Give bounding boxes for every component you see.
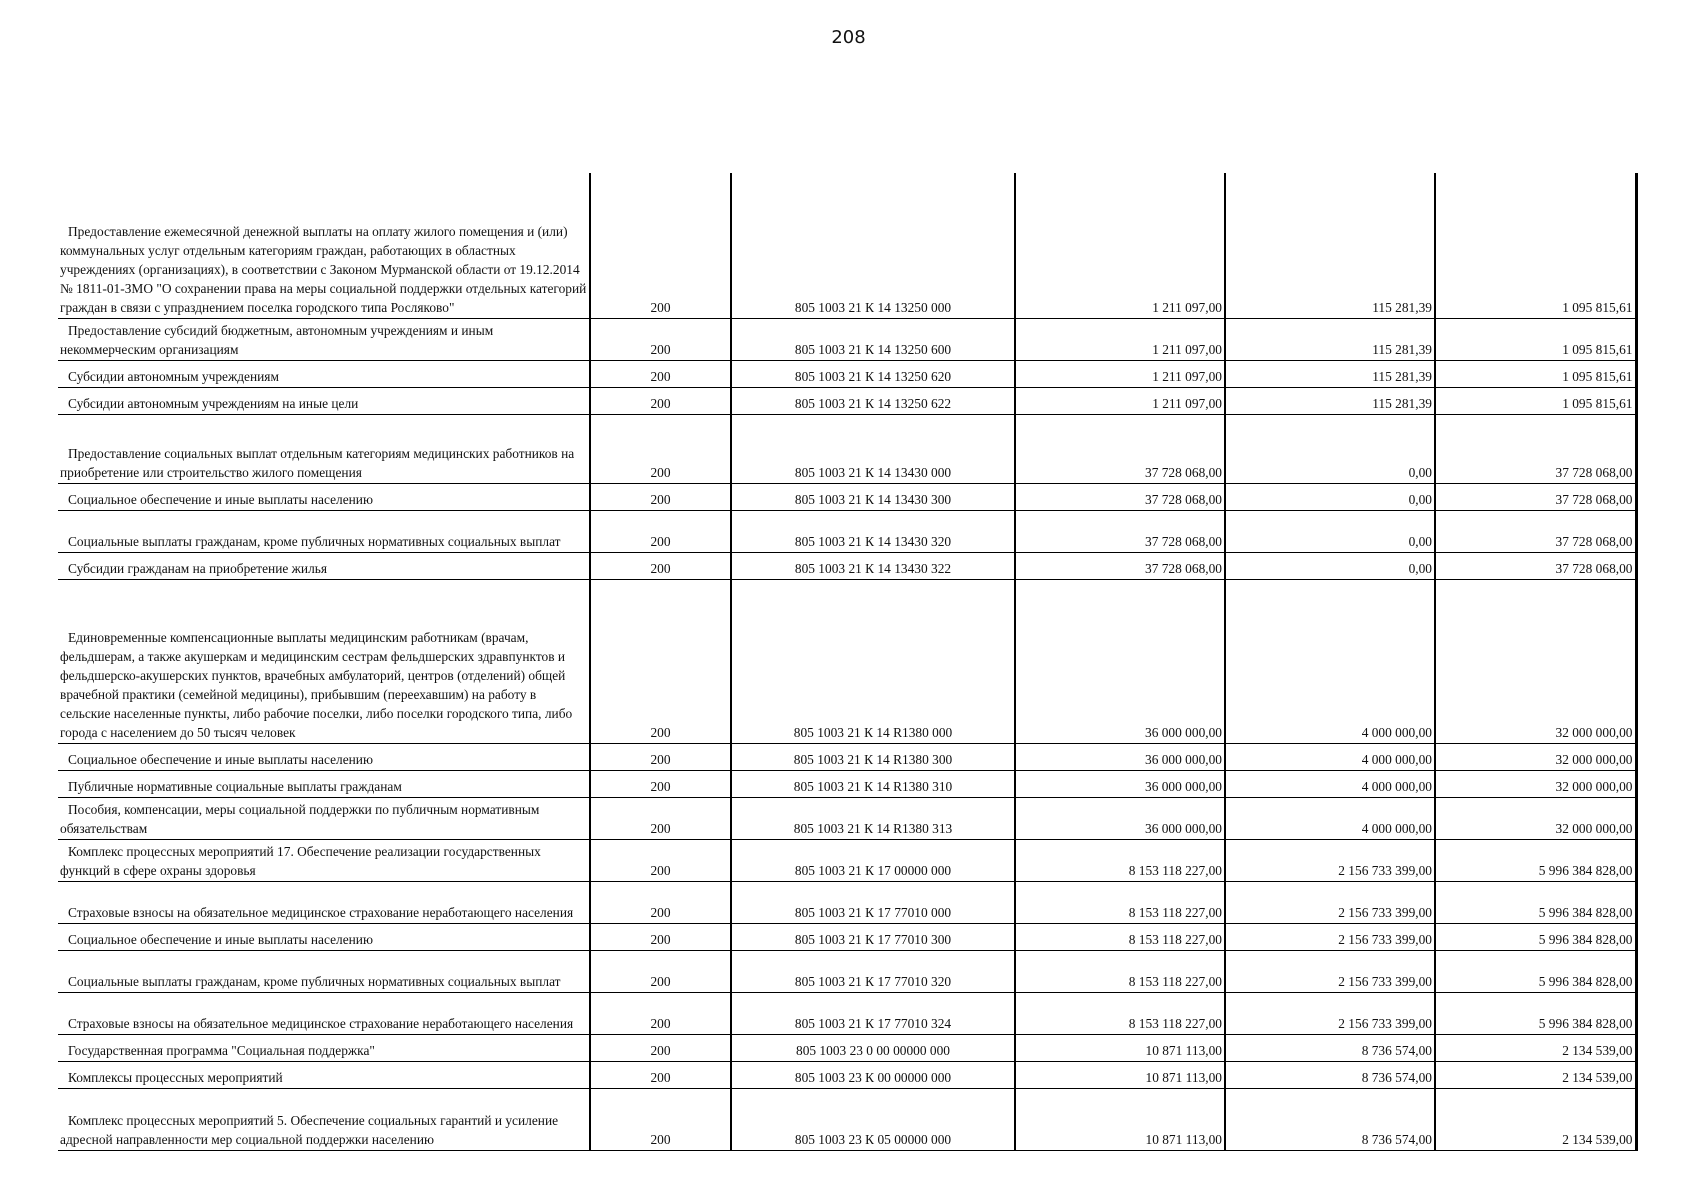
row-budget-code: 805 1003 23 К 00 00000 000: [731, 1061, 1015, 1088]
row-admin-code: 200: [590, 387, 731, 414]
table-row: [58, 881, 1636, 923]
row-executed: 8 736 574,00: [1225, 1088, 1435, 1150]
row-admin-code: 200: [590, 483, 731, 510]
row-remaining: 5 996 384 828,00: [1435, 950, 1636, 992]
row-executed: 8 736 574,00: [1225, 1061, 1435, 1088]
row-approved: 36 000 000,00: [1015, 579, 1225, 743]
row-executed: 2 156 733 399,00: [1225, 992, 1435, 1034]
row-remaining: 5 996 384 828,00: [1435, 992, 1636, 1034]
row-executed: 0,00: [1225, 483, 1435, 510]
row-executed: 2 156 733 399,00: [1225, 950, 1435, 992]
row-approved: 36 000 000,00: [1015, 797, 1225, 839]
row-name: Государственная программа "Социальная поддержка": [68, 1042, 375, 1058]
row-name: Субсидии автономным учреждениям: [68, 368, 279, 384]
row-executed: 0,00: [1225, 414, 1435, 483]
table-row: [58, 414, 1636, 483]
row-budget-code: 805 1003 21 К 14 R1380 300: [731, 743, 1015, 770]
row-executed: 2 156 733 399,00: [1225, 923, 1435, 950]
row-executed: 115 281,39: [1225, 387, 1435, 414]
row-name: Предоставление социальных выплат отдельным категориям медицинских работников на приобретение или строительство жилого помещения: [60, 445, 575, 480]
row-budget-code: 805 1003 21 К 14 13430 320: [731, 510, 1015, 552]
row-remaining: 32 000 000,00: [1435, 743, 1636, 770]
table-row: [58, 923, 1636, 950]
table-row: [58, 770, 1636, 797]
row-executed: 8 736 574,00: [1225, 1034, 1435, 1061]
row-name: Комплекс процессных мероприятий 17. Обеспечение реализации государственных функций в сфере охраны здоровья: [60, 843, 541, 878]
row-admin-code: 200: [590, 579, 731, 743]
row-executed: 0,00: [1225, 510, 1435, 552]
row-budget-code: 805 1003 21 К 14 R1380 313: [731, 797, 1015, 839]
row-name: Социальное обеспечение и иные выплаты населению: [68, 491, 373, 507]
row-remaining: 5 996 384 828,00: [1435, 839, 1636, 881]
row-admin-code: 200: [590, 552, 731, 579]
table-row: [58, 1061, 1636, 1088]
row-remaining: 1 095 815,61: [1435, 318, 1636, 360]
row-approved: 37 728 068,00: [1015, 414, 1225, 483]
row-executed: 115 281,39: [1225, 173, 1435, 318]
row-approved: 1 211 097,00: [1015, 318, 1225, 360]
row-budget-code: 805 1003 21 К 14 13430 300: [731, 483, 1015, 510]
row-admin-code: 200: [590, 510, 731, 552]
row-approved: 8 153 118 227,00: [1015, 839, 1225, 881]
table-row: [58, 743, 1636, 770]
row-admin-code: 200: [590, 1061, 731, 1088]
row-name: Социальное обеспечение и иные выплаты населению: [68, 931, 373, 947]
row-budget-code: 805 1003 21 К 14 13430 322: [731, 552, 1015, 579]
row-budget-code: 805 1003 21 К 17 77010 324: [731, 992, 1015, 1034]
row-admin-code: 200: [590, 881, 731, 923]
row-budget-code: 805 1003 23 0 00 00000 000: [731, 1034, 1015, 1061]
row-name: Предоставление ежемесячной денежной выплаты на оплату жилого помещения и (или) коммунальных услуг отдельным категориям граждан, работающих в областных учреждениях (организациях), в соответствии с Законом Мурманской области от 19.12.2014 № 1811-01-ЗМО "О сохранении права на меры социальной поддержки отдельных категорий граждан в связи с упразднением поселка городского типа Росляково": [60, 223, 587, 315]
row-budget-code: 805 1003 23 К 05 00000 000: [731, 1088, 1015, 1150]
row-executed: 115 281,39: [1225, 360, 1435, 387]
row-name: Публичные нормативные социальные выплаты гражданам: [68, 778, 402, 794]
row-approved: 10 871 113,00: [1015, 1061, 1225, 1088]
row-budget-code: 805 1003 21 К 17 77010 320: [731, 950, 1015, 992]
row-approved: 8 153 118 227,00: [1015, 923, 1225, 950]
row-budget-code: 805 1003 21 К 17 77010 300: [731, 923, 1015, 950]
row-remaining: 37 728 068,00: [1435, 414, 1636, 483]
row-approved: 10 871 113,00: [1015, 1088, 1225, 1150]
table-row: [58, 173, 1636, 318]
row-admin-code: 200: [590, 992, 731, 1034]
row-executed: 4 000 000,00: [1225, 743, 1435, 770]
table-row: [58, 839, 1636, 881]
row-remaining: 32 000 000,00: [1435, 770, 1636, 797]
row-name: Предоставление субсидий бюджетным, автономным учреждениям и иным некоммерческим организациям: [60, 322, 494, 357]
row-approved: 10 871 113,00: [1015, 1034, 1225, 1061]
row-remaining: 32 000 000,00: [1435, 797, 1636, 839]
row-name: Субсидии автономным учреждениям на иные цели: [68, 395, 359, 411]
row-remaining: 5 996 384 828,00: [1435, 923, 1636, 950]
row-admin-code: 200: [590, 173, 731, 318]
row-approved: 37 728 068,00: [1015, 510, 1225, 552]
table-row: [58, 510, 1636, 552]
row-budget-code: 805 1003 21 К 14 13250 622: [731, 387, 1015, 414]
row-executed: 4 000 000,00: [1225, 797, 1435, 839]
row-admin-code: 200: [590, 743, 731, 770]
row-budget-code: 805 1003 21 К 17 00000 000: [731, 839, 1015, 881]
row-executed: 4 000 000,00: [1225, 579, 1435, 743]
row-name: Страховые взносы на обязательное медицинское страхование неработающего населения: [68, 1015, 574, 1031]
row-approved: 1 211 097,00: [1015, 173, 1225, 318]
row-approved: 36 000 000,00: [1015, 770, 1225, 797]
table-row: [58, 552, 1636, 579]
table-row: [58, 483, 1636, 510]
row-budget-code: 805 1003 21 К 14 13250 000: [731, 173, 1015, 318]
row-admin-code: 200: [590, 797, 731, 839]
row-admin-code: 200: [590, 360, 731, 387]
row-approved: 1 211 097,00: [1015, 387, 1225, 414]
table-row: [58, 1034, 1636, 1061]
table-row: [58, 1088, 1636, 1150]
row-admin-code: 200: [590, 839, 731, 881]
row-remaining: 37 728 068,00: [1435, 510, 1636, 552]
row-executed: 115 281,39: [1225, 318, 1435, 360]
table-row: [58, 992, 1636, 1034]
row-executed: 0,00: [1225, 552, 1435, 579]
row-name: Социальные выплаты гражданам, кроме публичных нормативных социальных выплат: [68, 533, 561, 549]
row-approved: 36 000 000,00: [1015, 743, 1225, 770]
row-remaining: 2 134 539,00: [1435, 1088, 1636, 1150]
row-budget-code: 805 1003 21 К 14 13250 600: [731, 318, 1015, 360]
row-admin-code: 200: [590, 318, 731, 360]
row-executed: 2 156 733 399,00: [1225, 839, 1435, 881]
row-approved: 8 153 118 227,00: [1015, 992, 1225, 1034]
row-remaining: 37 728 068,00: [1435, 552, 1636, 579]
row-approved: 37 728 068,00: [1015, 483, 1225, 510]
row-executed: 4 000 000,00: [1225, 770, 1435, 797]
row-approved: 8 153 118 227,00: [1015, 881, 1225, 923]
row-remaining: 37 728 068,00: [1435, 483, 1636, 510]
table-row: [58, 360, 1636, 387]
row-admin-code: 200: [590, 923, 731, 950]
row-executed: 2 156 733 399,00: [1225, 881, 1435, 923]
row-admin-code: 200: [590, 950, 731, 992]
row-name: Социальное обеспечение и иные выплаты населению: [68, 751, 373, 767]
row-remaining: 1 095 815,61: [1435, 360, 1636, 387]
row-budget-code: 805 1003 21 К 14 13430 000: [731, 414, 1015, 483]
row-remaining: 5 996 384 828,00: [1435, 881, 1636, 923]
page-number: 208: [831, 27, 866, 48]
row-name: Комплекс процессных мероприятий 5. Обеспечение социальных гарантий и усиление адресной направленности мер социальной поддержки населению: [60, 1112, 559, 1147]
table-row: [58, 579, 1636, 743]
row-budget-code: 805 1003 21 К 14 13250 620: [731, 360, 1015, 387]
row-approved: 8 153 118 227,00: [1015, 950, 1225, 992]
row-admin-code: 200: [590, 770, 731, 797]
row-name: Страховые взносы на обязательное медицинское страхование неработающего населения: [68, 904, 574, 920]
row-name: Единовременные компенсационные выплаты медицинским работникам (врачам, фельдшерам, а также акушеркам и медицинским сестрам фельдшерских здравпунктов и фельдшерско-акушерских пунктов, врачебных амбулаторий, центров (отделений) общей врачебной практики (семейной медицины), прибывшим (переехавшим) на работу в сельские населенные пункты, либо рабочие поселки, либо поселки городского типа, либо города с населением до 50 тысяч человек: [60, 629, 573, 740]
row-remaining: 1 095 815,61: [1435, 173, 1636, 318]
table-row: [58, 797, 1636, 839]
row-admin-code: 200: [590, 1034, 731, 1061]
row-name: Комплексы процессных мероприятий: [68, 1069, 283, 1085]
row-remaining: 32 000 000,00: [1435, 579, 1636, 743]
row-remaining: 2 134 539,00: [1435, 1034, 1636, 1061]
row-remaining: 2 134 539,00: [1435, 1061, 1636, 1088]
row-admin-code: 200: [590, 414, 731, 483]
row-approved: 37 728 068,00: [1015, 552, 1225, 579]
row-name: Пособия, компенсации, меры социальной поддержки по публичным нормативным обязательствам: [60, 801, 540, 836]
table-row: [58, 387, 1636, 414]
row-name: Социальные выплаты гражданам, кроме публичных нормативных социальных выплат: [68, 973, 561, 989]
row-budget-code: 805 1003 21 К 17 77010 000: [731, 881, 1015, 923]
budget-table: [58, 173, 1638, 1151]
row-name: Субсидии гражданам на приобретение жилья: [68, 560, 328, 576]
row-budget-code: 805 1003 21 К 14 R1380 000: [731, 579, 1015, 743]
table-row: [58, 950, 1636, 992]
row-approved: 1 211 097,00: [1015, 360, 1225, 387]
row-remaining: 1 095 815,61: [1435, 387, 1636, 414]
row-budget-code: 805 1003 21 К 14 R1380 310: [731, 770, 1015, 797]
table-row: [58, 318, 1636, 360]
row-admin-code: 200: [590, 1088, 731, 1150]
